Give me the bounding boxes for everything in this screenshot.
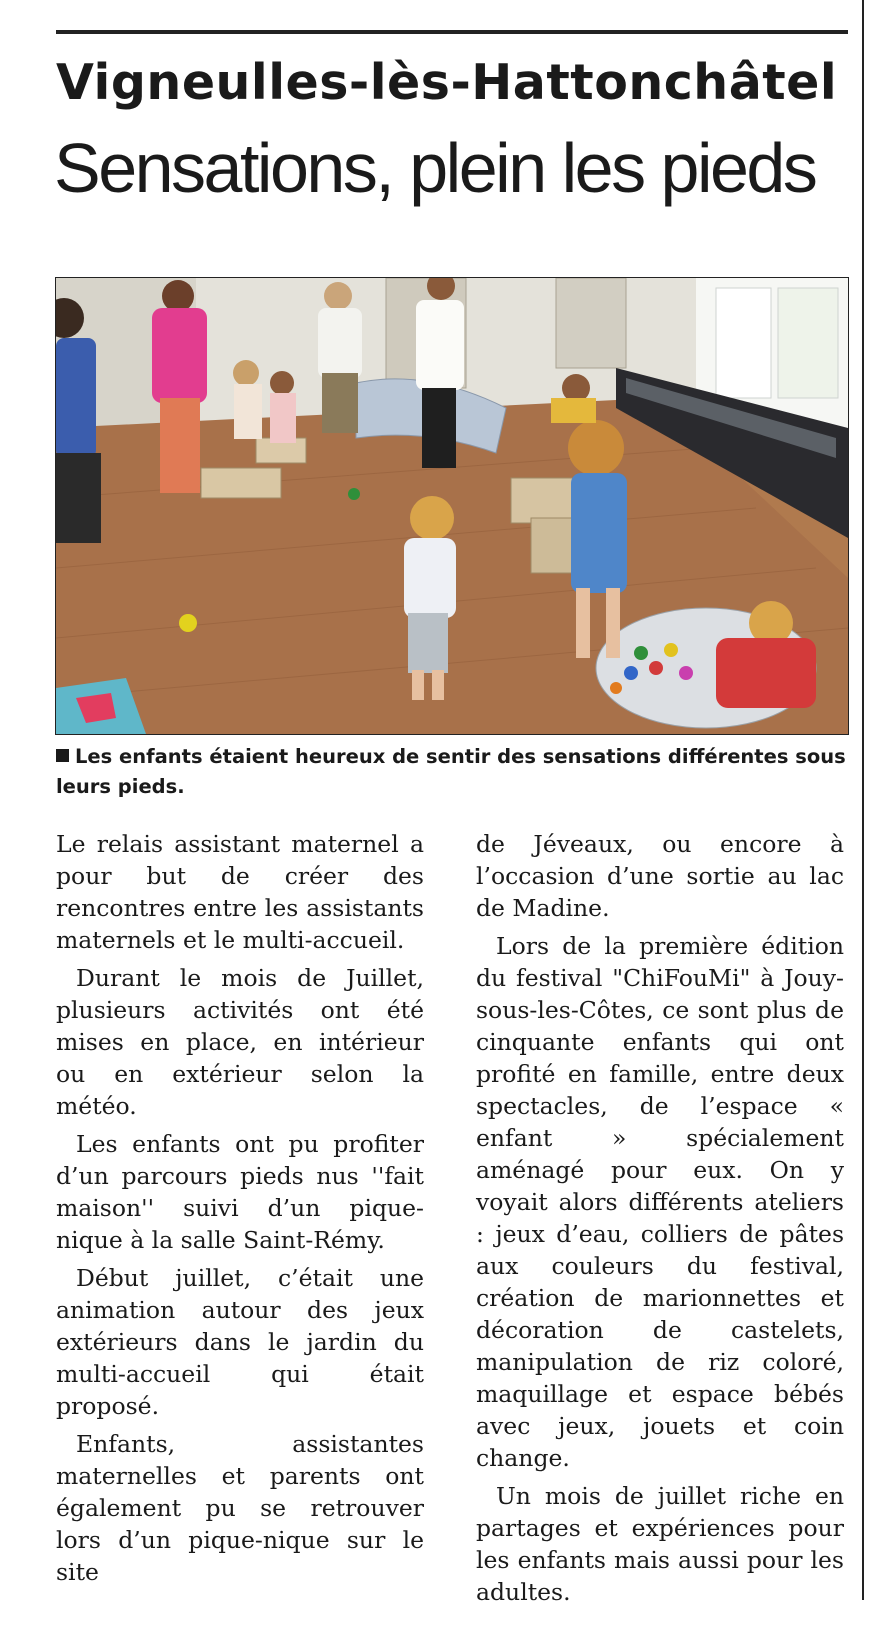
photo-illustration bbox=[56, 278, 848, 734]
caption-bullet-square bbox=[56, 749, 69, 762]
header-rule bbox=[56, 30, 848, 34]
body-paragraph: Enfants, assistantes maternelles et parents ont également pu se retrouver lors d’un pique-nique sur le site bbox=[56, 1430, 424, 1586]
body-paragraph: Début juillet, c’était une animation autour des jeux extérieurs dans le jardin du multi-accueil qui était proposé. bbox=[56, 1264, 424, 1420]
body-paragraph: Le relais assistant maternel a pour but de créer des rencontres entre les assistants maternels et le multi-accueil. bbox=[56, 830, 424, 954]
column-divider-rule bbox=[862, 0, 864, 1600]
body-paragraph: Un mois de juillet riche en partages et expériences pour les enfants mais aussi pour les adultes. bbox=[476, 1482, 844, 1606]
photo-box bbox=[511, 478, 581, 523]
body-paragraph: Les enfants ont pu profiter d’un parcours pieds nus ''fait maison'' suivi d’un pique-nique à la salle Saint-Rémy. bbox=[56, 1130, 424, 1254]
body-column-left bbox=[56, 828, 424, 1594]
body-paragraph: Lors de la première édition du festival "ChiFouMi" à Jouy-sous-les-Côtes, ce sont plus de cinquante enfants qui ont profité en famille, entre deux spectacles, de l’espace « enfant » spécialement aménagé pour eux. On y voyait alors différents ateliers : jeux d’eau, colliers de pâtes aux couleurs du festival, création de marionnettes et décoration de castelets, manipulation de riz coloré, maquillage et espace bébés avec jeux, jouets et coin change. bbox=[476, 932, 844, 1472]
photo-window-pane bbox=[716, 288, 771, 398]
locality-heading: Vigneulles-lès-Hattonchâtel bbox=[56, 54, 838, 111]
photo-adult-pink bbox=[152, 280, 207, 493]
photo-box bbox=[201, 468, 281, 498]
article-headline: Sensations, plein les pieds bbox=[54, 129, 816, 207]
photo-window-pane bbox=[778, 288, 838, 398]
photo-door bbox=[556, 278, 626, 368]
caption-text: Les enfants étaient heureux de sentir des sensations différentes sous leurs pieds. bbox=[56, 745, 846, 798]
body-paragraph: de Jéveaux, ou encore à l’occasion d’une sortie au lac de Madine. bbox=[476, 830, 844, 922]
photo-caption bbox=[56, 742, 856, 802]
body-column-right bbox=[476, 828, 844, 1614]
article-photo bbox=[55, 277, 849, 735]
body-paragraph: Durant le mois de Juillet, plusieurs activités ont été mises en place, en intérieur ou en extérieur selon la météo. bbox=[56, 964, 424, 1120]
